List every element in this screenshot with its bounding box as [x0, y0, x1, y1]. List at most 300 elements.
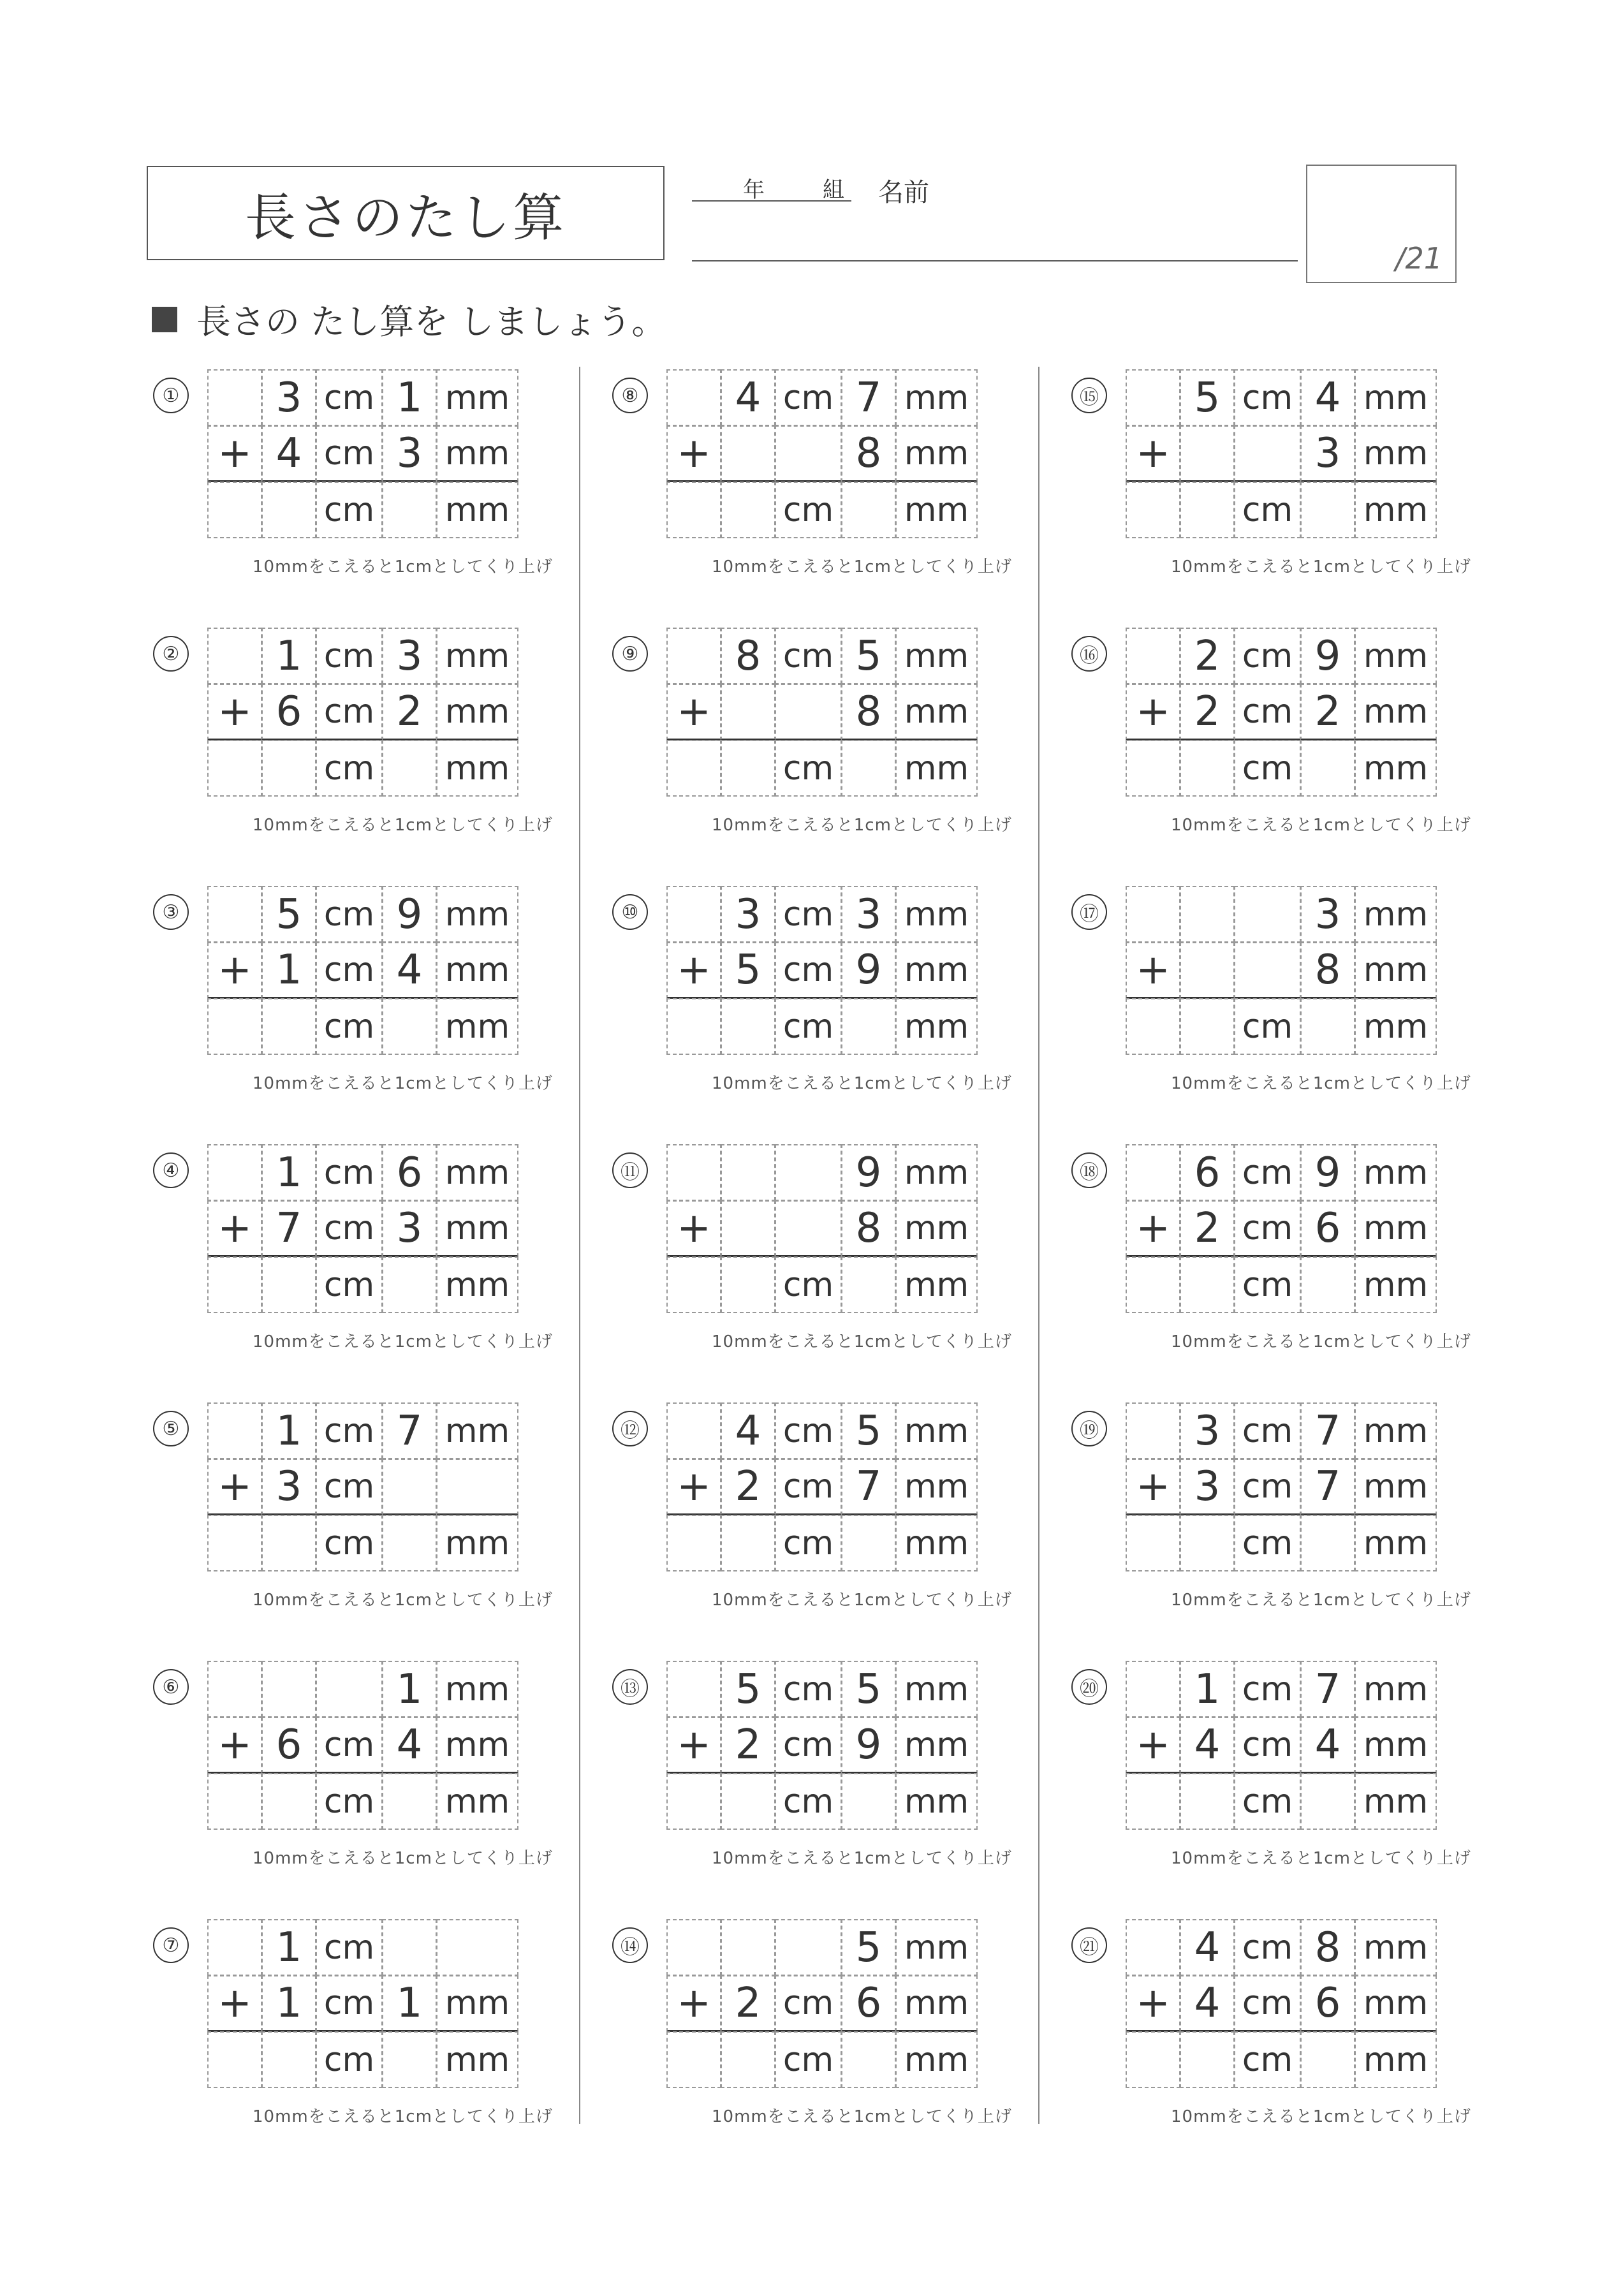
empty-cell: [666, 1144, 721, 1201]
empty-cell: [666, 1919, 721, 1976]
a-cm-digit: 4: [721, 369, 775, 426]
answer-cell[interactable]: [721, 2031, 775, 2088]
answer-cell[interactable]: [1180, 740, 1235, 797]
b-mm-digit: 6: [841, 1975, 896, 2032]
b-cm-digit: 7: [261, 1200, 316, 1257]
cm-unit: cm: [316, 942, 383, 999]
a-cm-digit: [261, 1661, 316, 1718]
answer-cell[interactable]: [666, 2031, 721, 2088]
mm-unit: [436, 1919, 518, 1976]
cm-unit: cm: [1234, 1919, 1301, 1976]
cm-unit: cm: [1234, 1661, 1301, 1718]
answer-grid: [208, 628, 518, 797]
mm-unit: mm: [895, 1256, 978, 1313]
mm-unit: mm: [436, 2031, 518, 2088]
a-mm-digit: 4: [1300, 369, 1355, 426]
answer-cell[interactable]: [1180, 2031, 1235, 2088]
plus-sign: +: [1126, 942, 1180, 999]
cm-unit: cm: [1234, 1773, 1301, 1830]
carry-hint: 10mmをこえると1cmとしてくり上げ: [712, 1332, 1012, 1351]
empty-cell: [1126, 369, 1180, 426]
mm-unit: mm: [1355, 740, 1437, 797]
empty-cell: [207, 1661, 262, 1718]
answer-cell[interactable]: [382, 1256, 437, 1313]
answer-cell[interactable]: [1180, 1773, 1235, 1830]
answer-cell[interactable]: [1180, 998, 1235, 1055]
answer-cell[interactable]: [841, 1773, 896, 1830]
answer-cell[interactable]: [1300, 998, 1355, 1055]
cm-unit: cm: [316, 1144, 383, 1201]
cm-unit: cm: [316, 1515, 383, 1571]
plus-sign: +: [666, 1459, 721, 1515]
cm-unit: cm: [316, 628, 383, 684]
answer-cell[interactable]: [1126, 1256, 1180, 1313]
carry-hint: 10mmをこえると1cmとしてくり上げ: [253, 2107, 553, 2126]
answer-cell[interactable]: [841, 998, 896, 1055]
problem-number: ⑦: [153, 1927, 189, 1963]
name-label: 名前: [878, 178, 929, 207]
carry-hint: 10mmをこえると1cmとしてくり上げ: [253, 816, 553, 835]
answer-grid: [667, 1920, 978, 2088]
cm-unit: [1234, 942, 1301, 999]
answer-grid: [208, 1920, 518, 2088]
answer-cell[interactable]: [841, 740, 896, 797]
problem: [612, 1920, 1020, 2162]
carry-hint: 10mmをこえると1cmとしてくり上げ: [712, 2107, 1012, 2126]
a-mm-digit: 3: [841, 886, 896, 943]
answer-cell[interactable]: [382, 1773, 437, 1830]
mm-unit: mm: [895, 1144, 978, 1201]
answer-cell[interactable]: [666, 998, 721, 1055]
worksheet-title: 長さのたし算: [147, 166, 665, 260]
cm-unit: [775, 1200, 842, 1257]
answer-cell[interactable]: [207, 2031, 262, 2088]
plus-sign: +: [666, 684, 721, 740]
problem: [153, 628, 561, 871]
b-mm-digit: 6: [1300, 1975, 1355, 2032]
a-cm-digit: [1180, 886, 1235, 943]
plus-sign: +: [207, 1717, 262, 1774]
answer-cell[interactable]: [1126, 998, 1180, 1055]
answer-cell[interactable]: [841, 1515, 896, 1571]
answer-cell[interactable]: [207, 1773, 262, 1830]
cm-unit: cm: [1234, 1975, 1301, 2032]
b-mm-digit: 9: [841, 1717, 896, 1774]
cm-unit: cm: [1234, 998, 1301, 1055]
answer-cell[interactable]: [666, 740, 721, 797]
answer-cell[interactable]: [261, 2031, 316, 2088]
a-mm-digit: 5: [841, 1402, 896, 1459]
answer-cell[interactable]: [1126, 1515, 1180, 1571]
answer-cell[interactable]: [666, 1515, 721, 1571]
answer-grid: [208, 1661, 518, 1830]
b-cm-digit: 1: [261, 942, 316, 999]
answer-grid: [208, 1145, 518, 1313]
name-field-line[interactable]: [692, 260, 1298, 261]
empty-cell: [207, 1402, 262, 1459]
carry-hint: 10mmをこえると1cmとしてくり上げ: [253, 1074, 553, 1093]
cm-unit: [775, 1919, 842, 1976]
b-cm-digit: [1180, 425, 1235, 482]
problem-number: ⑧: [612, 378, 648, 413]
answer-cell[interactable]: [721, 740, 775, 797]
cm-unit: [775, 684, 842, 740]
a-cm-digit: 3: [261, 369, 316, 426]
mm-unit: mm: [436, 1975, 518, 2032]
answer-cell[interactable]: [1300, 1256, 1355, 1313]
empty-cell: [1126, 1144, 1180, 1201]
b-mm-digit: 3: [1300, 425, 1355, 482]
mm-unit: mm: [1355, 1661, 1437, 1718]
mm-unit: mm: [1355, 628, 1437, 684]
mm-unit: mm: [895, 1661, 978, 1718]
answer-cell[interactable]: [841, 482, 896, 538]
mm-unit: mm: [1355, 886, 1437, 943]
a-mm-digit: 7: [841, 369, 896, 426]
answer-cell[interactable]: [841, 2031, 896, 2088]
answer-grid: [1126, 887, 1437, 1055]
a-cm-digit: 5: [261, 886, 316, 943]
problem-number: ⑰: [1071, 894, 1107, 930]
carry-hint: 10mmをこえると1cmとしてくり上げ: [1171, 1332, 1471, 1351]
problem-number: ⑬: [612, 1669, 648, 1705]
answer-grid: [208, 1403, 518, 1571]
answer-cell[interactable]: [1126, 740, 1180, 797]
problem-number: ⑫: [612, 1411, 648, 1446]
mm-unit: mm: [1355, 1717, 1437, 1774]
a-mm-digit: [382, 1919, 437, 1976]
cm-unit: cm: [775, 740, 842, 797]
a-cm-digit: 6: [1180, 1144, 1235, 1201]
problem-number: ⑩: [612, 894, 648, 930]
instruction: [152, 295, 666, 344]
mm-unit: mm: [436, 998, 518, 1055]
answer-cell[interactable]: [261, 1515, 316, 1571]
answer-grid: [1126, 370, 1437, 538]
column-divider: [1038, 367, 1039, 2124]
column-divider: [579, 367, 580, 2124]
a-mm-digit: 9: [1300, 628, 1355, 684]
mm-unit: mm: [895, 1773, 978, 1830]
a-cm-digit: 4: [721, 1402, 775, 1459]
year-label: 年: [743, 177, 765, 203]
answer-grid: [208, 370, 518, 538]
problem: [612, 370, 1020, 612]
a-cm-digit: 3: [721, 886, 775, 943]
cm-unit: cm: [775, 1975, 842, 2032]
answer-cell[interactable]: [261, 482, 316, 538]
cm-unit: cm: [1234, 1402, 1301, 1459]
cm-unit: cm: [316, 1717, 383, 1774]
empty-cell: [666, 369, 721, 426]
plus-sign: +: [1126, 1717, 1180, 1774]
answer-cell[interactable]: [666, 1773, 721, 1830]
carry-hint: 10mmをこえると1cmとしてくり上げ: [712, 1849, 1012, 1868]
mm-unit: mm: [895, 628, 978, 684]
answer-cell[interactable]: [382, 740, 437, 797]
answer-cell[interactable]: [382, 1515, 437, 1571]
mm-unit: mm: [436, 886, 518, 943]
mm-unit: mm: [895, 942, 978, 999]
answer-cell[interactable]: [1126, 482, 1180, 538]
empty-cell: [666, 1661, 721, 1718]
cm-unit: cm: [316, 1200, 383, 1257]
answer-cell[interactable]: [207, 740, 262, 797]
cm-unit: cm: [1234, 1144, 1301, 1201]
b-cm-digit: 3: [261, 1459, 316, 1515]
mm-unit: mm: [895, 425, 978, 482]
a-cm-digit: 4: [1180, 1919, 1235, 1976]
answer-grid: [667, 370, 978, 538]
problem: [1071, 887, 1480, 1129]
problem-number: ②: [153, 636, 189, 672]
a-mm-digit: 7: [1300, 1661, 1355, 1718]
mm-unit: mm: [436, 482, 518, 538]
problem: [1071, 1145, 1480, 1387]
plus-sign: +: [1126, 1975, 1180, 2032]
answer-cell[interactable]: [261, 1773, 316, 1830]
answer-cell[interactable]: [721, 1773, 775, 1830]
mm-unit: mm: [1355, 2031, 1437, 2088]
cm-unit: cm: [1234, 1459, 1301, 1515]
answer-cell[interactable]: [261, 1256, 316, 1313]
carry-hint: 10mmをこえると1cmとしてくり上げ: [1171, 1591, 1471, 1610]
a-cm-digit: 8: [721, 628, 775, 684]
problem-number: ⑳: [1071, 1669, 1107, 1705]
problem: [153, 887, 561, 1129]
plus-sign: +: [666, 1200, 721, 1257]
cm-unit: cm: [1234, 1515, 1301, 1571]
mm-unit: mm: [895, 998, 978, 1055]
a-mm-digit: 5: [841, 1919, 896, 1976]
answer-grid: [667, 887, 978, 1055]
mm-unit: mm: [895, 1919, 978, 1976]
problem: [612, 628, 1020, 871]
empty-cell: [207, 886, 262, 943]
mm-unit: mm: [1355, 482, 1437, 538]
mm-unit: mm: [1355, 942, 1437, 999]
answer-cell[interactable]: [1300, 482, 1355, 538]
cm-unit: [316, 1661, 383, 1718]
a-mm-digit: 6: [382, 1144, 437, 1201]
a-mm-digit: 3: [1300, 886, 1355, 943]
answer-cell[interactable]: [261, 998, 316, 1055]
answer-cell[interactable]: [207, 1256, 262, 1313]
class-label: 組: [823, 177, 844, 203]
cm-unit: cm: [775, 1661, 842, 1718]
cm-unit: cm: [775, 369, 842, 426]
empty-cell: [666, 1402, 721, 1459]
answer-cell[interactable]: [207, 998, 262, 1055]
b-mm-digit: 1: [382, 1975, 437, 2032]
answer-cell[interactable]: [1180, 482, 1235, 538]
carry-hint: 10mmをこえると1cmとしてくり上げ: [253, 1591, 553, 1610]
answer-cell[interactable]: [666, 482, 721, 538]
b-mm-digit: 3: [382, 425, 437, 482]
a-mm-digit: 5: [841, 1661, 896, 1718]
mm-unit: mm: [895, 886, 978, 943]
answer-cell[interactable]: [1180, 1256, 1235, 1313]
problem: [612, 1145, 1020, 1387]
carry-hint: 10mmをこえると1cmとしてくり上げ: [712, 1074, 1012, 1093]
carry-hint: 10mmをこえると1cmとしてくり上げ: [253, 1849, 553, 1868]
a-mm-digit: 7: [1300, 1402, 1355, 1459]
answer-cell[interactable]: [1180, 1515, 1235, 1571]
answer-cell[interactable]: [1300, 740, 1355, 797]
problem-number: ⑤: [153, 1411, 189, 1446]
b-mm-digit: 4: [382, 1717, 437, 1774]
answer-cell[interactable]: [1126, 2031, 1180, 2088]
cm-unit: cm: [775, 1459, 842, 1515]
b-mm-digit: 3: [382, 1200, 437, 1257]
mm-unit: mm: [1355, 369, 1437, 426]
cm-unit: cm: [775, 1717, 842, 1774]
mm-unit: mm: [436, 1515, 518, 1571]
problem-number: ⑪: [612, 1152, 648, 1188]
problem-number: ⑯: [1071, 636, 1107, 672]
answer-cell[interactable]: [666, 1256, 721, 1313]
carry-hint: 10mmをこえると1cmとしてくり上げ: [712, 816, 1012, 835]
b-mm-digit: 8: [841, 425, 896, 482]
cm-unit: cm: [316, 482, 383, 538]
empty-cell: [207, 628, 262, 684]
problem: [153, 1403, 561, 1645]
name-area: [692, 167, 1298, 263]
cm-unit: cm: [1234, 684, 1301, 740]
a-cm-digit: 5: [1180, 369, 1235, 426]
cm-unit: [775, 425, 842, 482]
b-mm-digit: [382, 1459, 437, 1515]
b-mm-digit: 8: [841, 684, 896, 740]
problem-number: ①: [153, 378, 189, 413]
answer-cell[interactable]: [382, 998, 437, 1055]
problem-number: ⑨: [612, 636, 648, 672]
mm-unit: mm: [436, 369, 518, 426]
carry-hint: 10mmをこえると1cmとしてくり上げ: [1171, 1074, 1471, 1093]
problem: [1071, 1920, 1480, 2162]
mm-unit: mm: [1355, 1200, 1437, 1257]
answer-cell[interactable]: [721, 482, 775, 538]
mm-unit: mm: [436, 1661, 518, 1718]
plus-sign: +: [1126, 425, 1180, 482]
answer-grid: [1126, 628, 1437, 797]
b-cm-digit: 2: [1180, 1200, 1235, 1257]
carry-hint: 10mmをこえると1cmとしてくり上げ: [253, 1332, 553, 1351]
a-cm-digit: 1: [261, 628, 316, 684]
plus-sign: +: [207, 425, 262, 482]
problem-number: ⑮: [1071, 378, 1107, 413]
cm-unit: cm: [316, 1256, 383, 1313]
b-cm-digit: 4: [1180, 1975, 1235, 2032]
cm-unit: cm: [775, 482, 842, 538]
cm-unit: [1234, 425, 1301, 482]
mm-unit: mm: [895, 1459, 978, 1515]
answer-cell[interactable]: [1126, 1773, 1180, 1830]
mm-unit: mm: [1355, 1975, 1437, 2032]
cm-unit: cm: [775, 628, 842, 684]
answer-cell[interactable]: [261, 740, 316, 797]
answer-cell[interactable]: [721, 1256, 775, 1313]
b-cm-digit: 6: [261, 1717, 316, 1774]
problem-number: ⑱: [1071, 1152, 1107, 1188]
mm-unit: mm: [895, 1200, 978, 1257]
carry-hint: 10mmをこえると1cmとしてくり上げ: [1171, 557, 1471, 577]
mm-unit: mm: [436, 425, 518, 482]
answer-grid: [1126, 1920, 1437, 2088]
mm-unit: mm: [1355, 684, 1437, 740]
answer-cell[interactable]: [1300, 1515, 1355, 1571]
cm-unit: cm: [775, 1515, 842, 1571]
mm-unit: mm: [895, 482, 978, 538]
cm-unit: cm: [1234, 1717, 1301, 1774]
plus-sign: +: [666, 1717, 721, 1774]
cm-unit: cm: [775, 1256, 842, 1313]
b-mm-digit: 4: [1300, 1717, 1355, 1774]
b-cm-digit: [1180, 942, 1235, 999]
carry-hint: 10mmをこえると1cmとしてくり上げ: [712, 1591, 1012, 1610]
cm-unit: cm: [1234, 1256, 1301, 1313]
empty-cell: [1126, 628, 1180, 684]
b-mm-digit: 6: [1300, 1200, 1355, 1257]
answer-cell[interactable]: [382, 2031, 437, 2088]
carry-hint: 10mmをこえると1cmとしてくり上げ: [1171, 2107, 1471, 2126]
plus-sign: +: [666, 942, 721, 999]
empty-cell: [1126, 1661, 1180, 1718]
mm-unit: mm: [436, 740, 518, 797]
problem-number: ⑥: [153, 1669, 189, 1705]
answer-cell[interactable]: [382, 482, 437, 538]
empty-cell: [666, 886, 721, 943]
a-mm-digit: 1: [382, 1661, 437, 1718]
b-mm-digit: 7: [1300, 1459, 1355, 1515]
answer-cell[interactable]: [721, 998, 775, 1055]
answer-cell[interactable]: [721, 1515, 775, 1571]
b-cm-digit: 4: [1180, 1717, 1235, 1774]
mm-unit: mm: [1355, 425, 1437, 482]
empty-cell: [1126, 1402, 1180, 1459]
cm-unit: cm: [316, 1919, 383, 1976]
cm-unit: cm: [316, 1975, 383, 2032]
problem-number: ④: [153, 1152, 189, 1188]
cm-unit: cm: [1234, 1200, 1301, 1257]
b-cm-digit: 2: [721, 1717, 775, 1774]
b-mm-digit: 2: [382, 684, 437, 740]
b-cm-digit: [721, 425, 775, 482]
cm-unit: cm: [316, 1402, 383, 1459]
answer-cell[interactable]: [841, 1256, 896, 1313]
mm-unit: mm: [1355, 1144, 1437, 1201]
plus-sign: +: [1126, 1200, 1180, 1257]
cm-unit: cm: [775, 1773, 842, 1830]
mm-unit: mm: [436, 628, 518, 684]
answer-cell[interactable]: [207, 1515, 262, 1571]
a-mm-digit: 3: [382, 628, 437, 684]
problem: [153, 1661, 561, 1904]
mm-unit: mm: [1355, 1773, 1437, 1830]
answer-cell[interactable]: [1300, 1773, 1355, 1830]
answer-grid: [1126, 1661, 1437, 1830]
problem-number: ③: [153, 894, 189, 930]
a-cm-digit: 1: [261, 1919, 316, 1976]
mm-unit: mm: [1355, 998, 1437, 1055]
score-box[interactable]: [1306, 165, 1457, 283]
cm-unit: cm: [316, 425, 383, 482]
empty-cell: [1126, 886, 1180, 943]
a-cm-digit: 5: [721, 1661, 775, 1718]
answer-cell[interactable]: [1300, 2031, 1355, 2088]
answer-cell[interactable]: [207, 482, 262, 538]
b-mm-digit: 7: [841, 1459, 896, 1515]
